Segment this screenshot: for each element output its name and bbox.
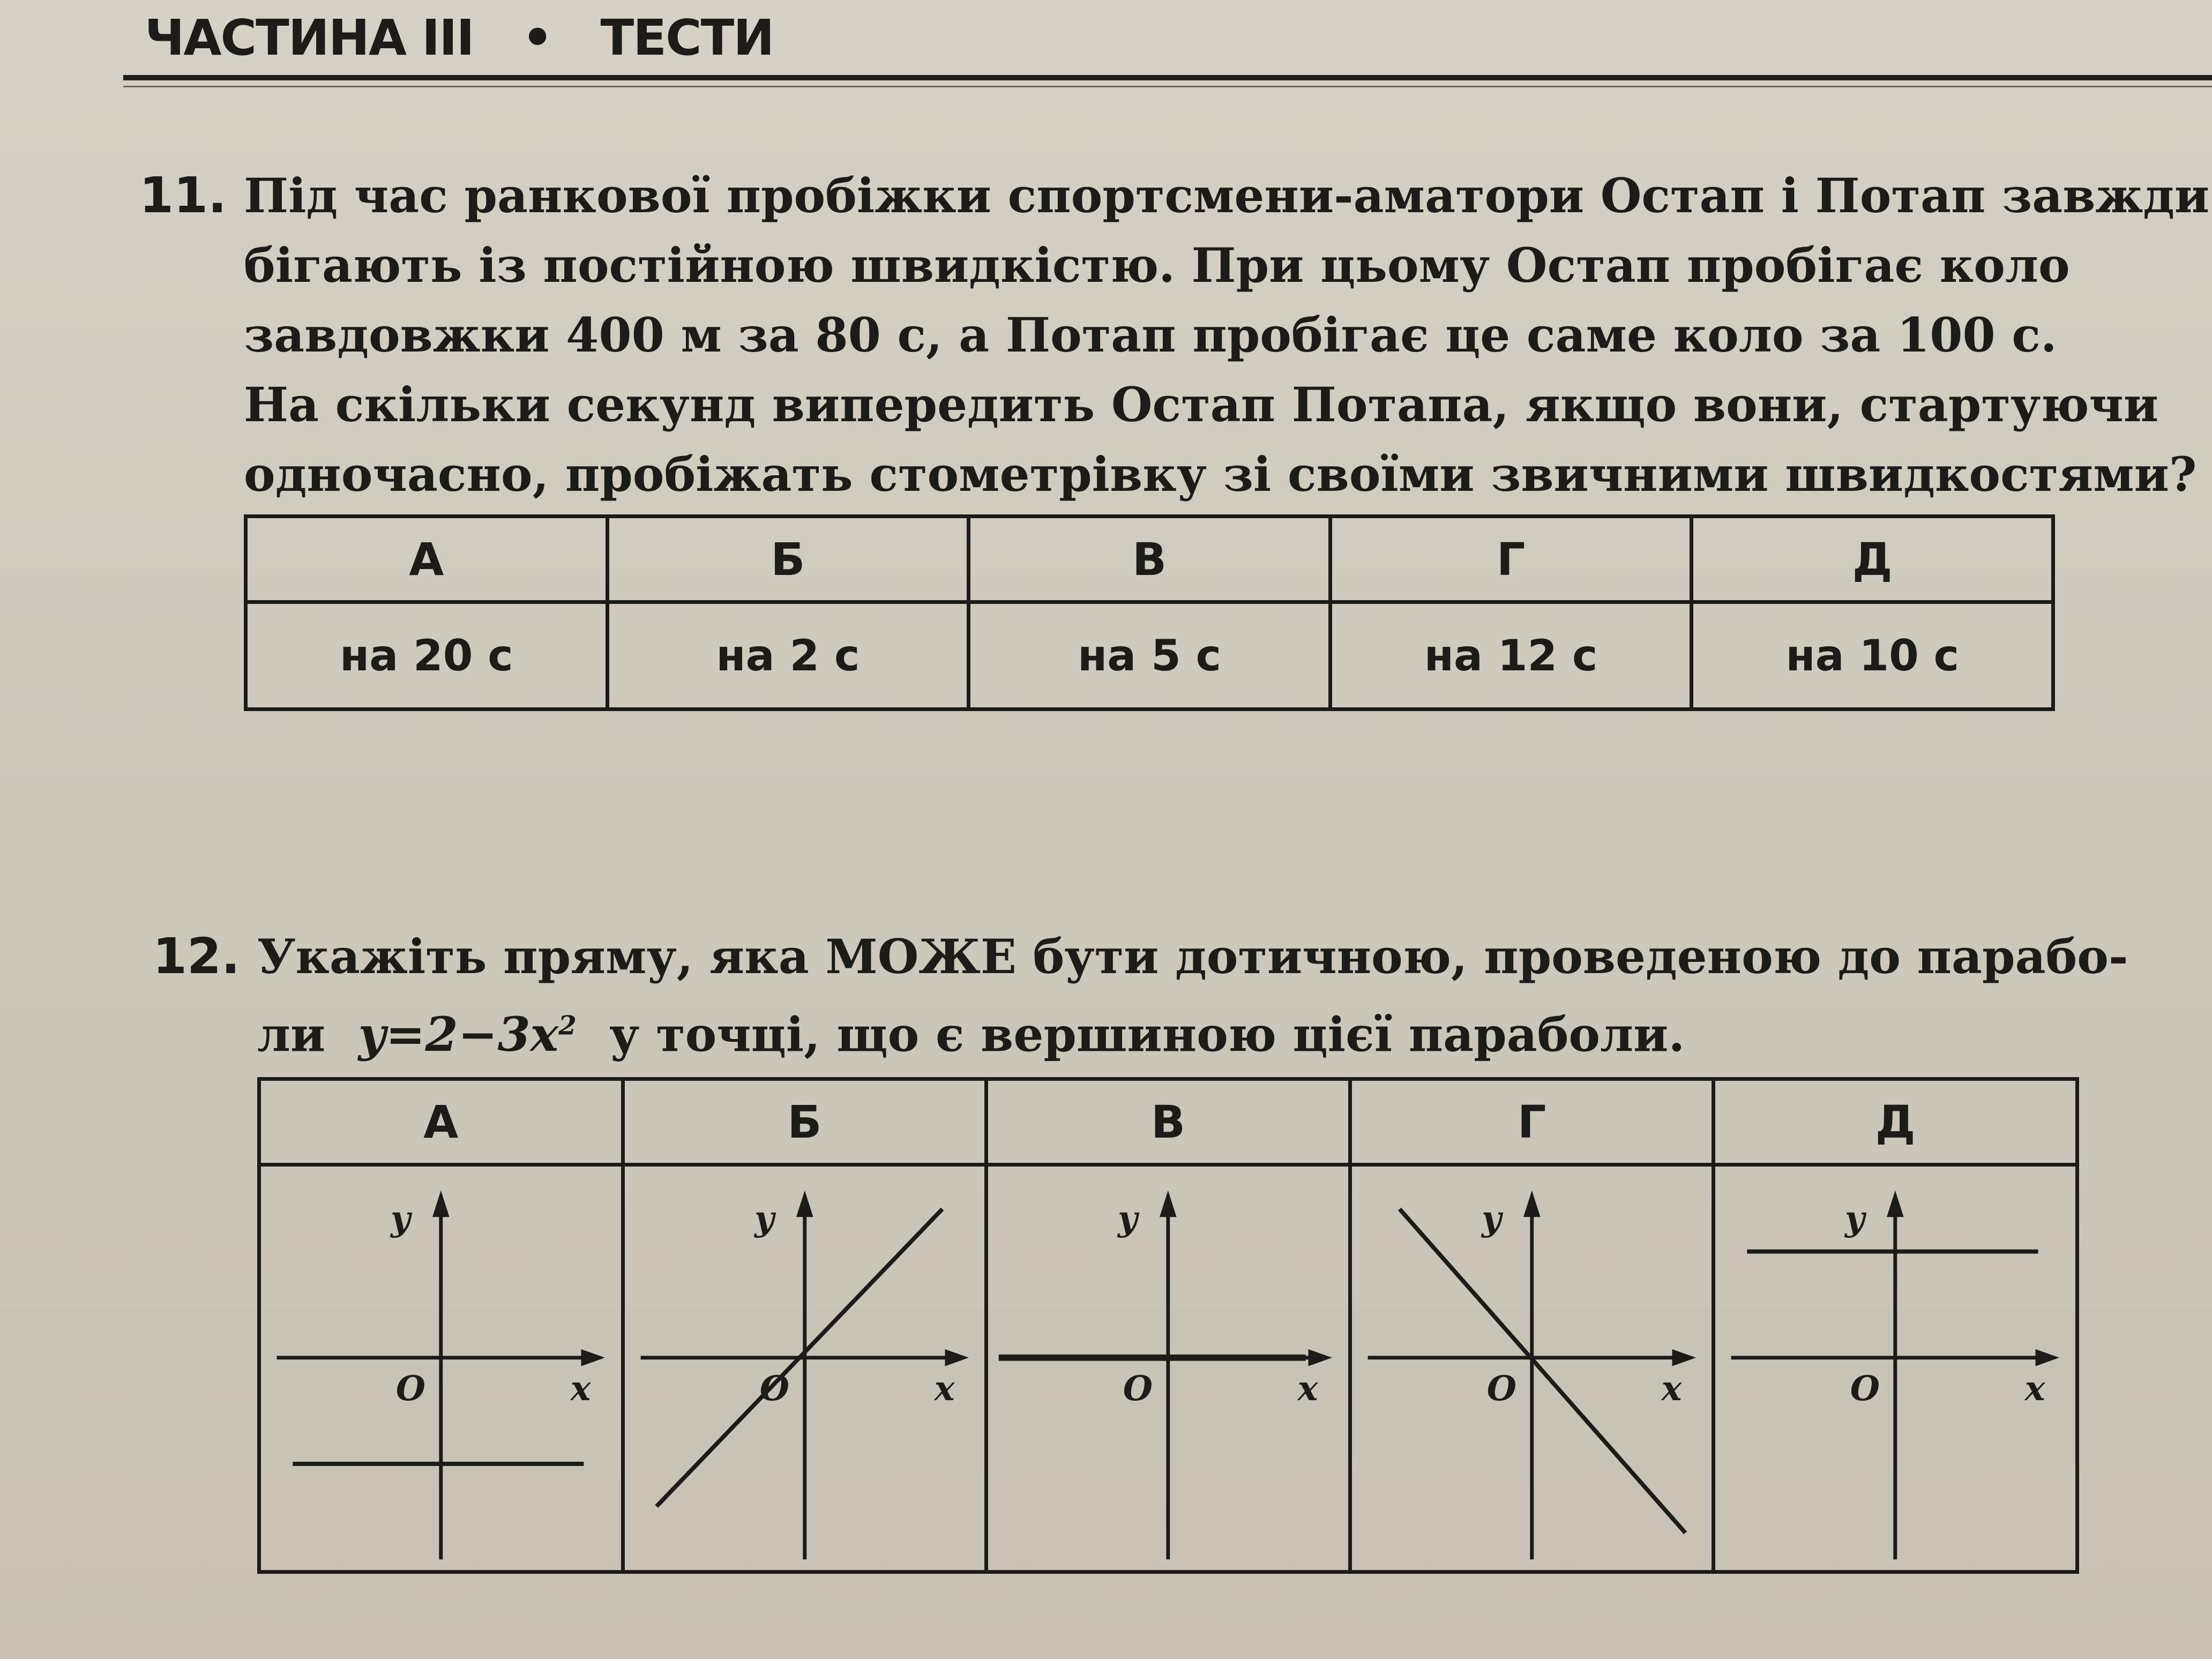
- question-text-line: На скільки секунд випередить Остап Потапа, якщо вони, стартуючи: [244, 377, 2159, 432]
- question-text-line: Укажіть пряму, яка МОЖЕ бути дотичною, проведеною до парабо-: [257, 929, 2128, 984]
- graph-g-svg: [1352, 1167, 1712, 1570]
- y-axis-label: y: [1118, 1198, 1138, 1238]
- header-rule: [123, 75, 2212, 80]
- option-letter-b: Б: [607, 517, 969, 602]
- x-axis-arrow: [1672, 1349, 1695, 1366]
- question-text-line: бігають із постійною швидкістю. При цьому Остап пробігає коло: [244, 237, 2070, 293]
- option-letter-g: Г: [1350, 1079, 1714, 1165]
- question-text-line: Під час ранкової пробіжки спортсмени-аматори Остап і Потап завжди: [244, 168, 2210, 223]
- x-axis-arrow: [581, 1349, 605, 1366]
- y-axis-label: y: [1845, 1198, 1865, 1238]
- graph-v-svg: [988, 1167, 1348, 1570]
- option-letter-a: А: [246, 517, 608, 602]
- x-axis-label: x: [934, 1368, 955, 1408]
- option-letter-v: В: [969, 517, 1331, 602]
- y-axis-arrow: [796, 1191, 813, 1217]
- origin-label: O: [395, 1368, 425, 1408]
- y-axis-arrow: [1160, 1191, 1177, 1217]
- x-axis-arrow: [945, 1349, 968, 1366]
- graph-a-svg: [261, 1167, 621, 1570]
- answer-table-11: [244, 514, 2055, 711]
- answer-table-12: [257, 1077, 2079, 1574]
- formula-body: y=2−3x: [358, 1006, 559, 1063]
- option-letter-a: А: [259, 1079, 623, 1165]
- text-fragment: ли: [257, 1006, 326, 1063]
- option-letter-d: Д: [1714, 1079, 2078, 1165]
- question-number: 12.: [153, 928, 240, 985]
- option-graph-a[interactable]: [259, 1165, 623, 1572]
- option-value-a[interactable]: на 20 с: [246, 602, 608, 709]
- question-text-line: завдовжки 400 м за 80 с, а Потап пробігає це саме коло за 100 с.: [244, 307, 2057, 363]
- option-graph-g[interactable]: [1350, 1165, 1714, 1572]
- y-axis-label: y: [1481, 1198, 1501, 1238]
- option-letter-g: Г: [1330, 517, 1692, 602]
- page-header: [145, 0, 773, 75]
- header-rule-thin: [123, 86, 2212, 87]
- option-value-d[interactable]: на 10 с: [1692, 602, 2053, 709]
- option-graph-d[interactable]: [1714, 1165, 2078, 1572]
- parabola-formula: [358, 1006, 577, 1062]
- graph-d-svg: [1715, 1167, 2075, 1570]
- origin-label: O: [1850, 1368, 1880, 1408]
- section-title: ТЕСТИ: [600, 9, 774, 66]
- tangent-line: [1400, 1209, 1685, 1533]
- question-12: [153, 922, 2128, 1069]
- origin-label: O: [1123, 1368, 1153, 1408]
- section-label: ЧАСТИНА III: [145, 9, 474, 66]
- y-axis-label: y: [390, 1198, 410, 1238]
- option-letter-v: В: [987, 1079, 1350, 1165]
- x-axis-label: x: [1661, 1368, 1682, 1408]
- question-text-line: одночасно, пробіжать стометрівку зі своїми звичними швидкостями?: [244, 446, 2197, 502]
- option-letter-d: Д: [1692, 517, 2053, 602]
- x-axis-arrow: [2036, 1349, 2059, 1366]
- option-letter-b: Б: [623, 1079, 987, 1165]
- question-text-line: [257, 991, 2058, 1069]
- x-axis-label: x: [570, 1368, 591, 1408]
- option-value-v[interactable]: на 5 с: [969, 602, 1331, 709]
- x-axis-label: x: [2025, 1368, 2045, 1408]
- option-graph-v[interactable]: [987, 1165, 1350, 1572]
- x-axis-label: x: [1297, 1368, 1318, 1408]
- graph-b-svg: [625, 1167, 985, 1570]
- text-fragment: у точці, що є вершиною цієї параболи.: [609, 1006, 1685, 1063]
- y-axis-arrow: [432, 1191, 450, 1217]
- option-value-b[interactable]: на 2 с: [607, 602, 969, 709]
- option-graph-b[interactable]: [623, 1165, 987, 1572]
- y-axis-label: y: [754, 1198, 774, 1238]
- formula-exponent: 2: [558, 1011, 577, 1041]
- question-number: 11.: [139, 167, 227, 224]
- option-value-g[interactable]: на 12 с: [1330, 602, 1692, 709]
- y-axis-arrow: [1523, 1191, 1541, 1217]
- origin-label: O: [759, 1368, 789, 1408]
- origin-label: O: [1486, 1368, 1516, 1408]
- header-bullet: •: [521, 9, 552, 66]
- x-axis-arrow: [1309, 1349, 1332, 1366]
- y-axis-arrow: [1887, 1191, 1904, 1217]
- question-11: [139, 161, 2210, 509]
